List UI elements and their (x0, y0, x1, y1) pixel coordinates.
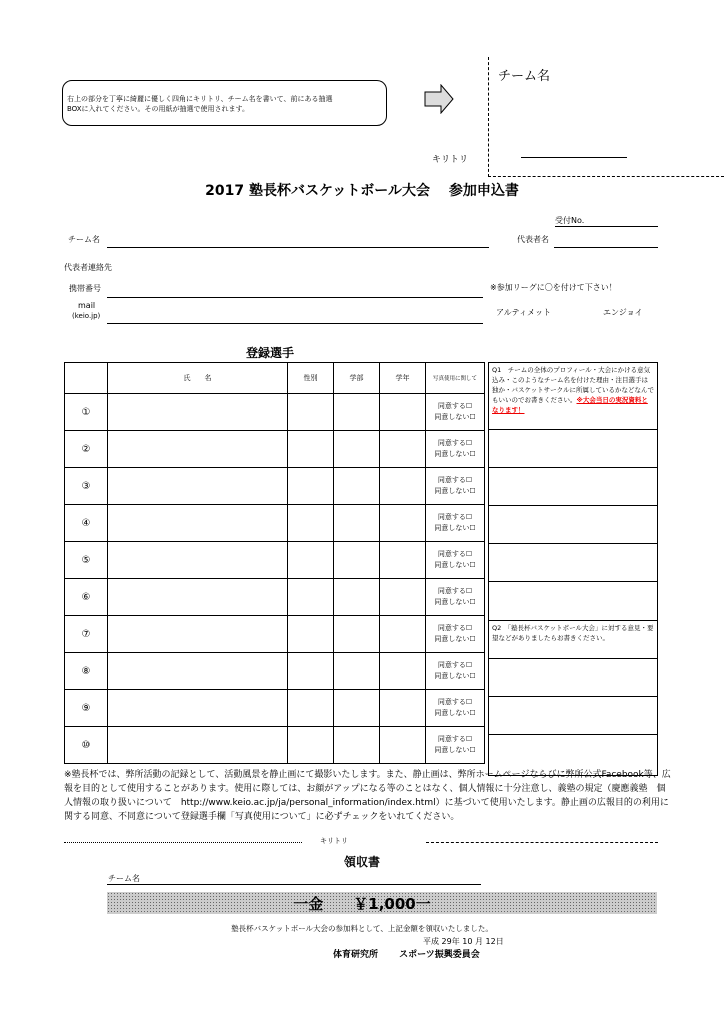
header-gender: 性別 (288, 363, 334, 394)
gender-cell[interactable] (288, 690, 334, 727)
phone-label: 携帯番号 (69, 284, 101, 293)
agree-yes-checkbox[interactable]: 同意する☐ (437, 735, 473, 743)
receipt-team-label: チーム名 (108, 874, 140, 883)
faculty-cell[interactable] (334, 542, 380, 579)
grade-cell[interactable] (380, 542, 426, 579)
agree-no-checkbox[interactable]: 同意しない☐ (434, 672, 476, 680)
cut-line-left (64, 842, 302, 843)
mail-label: mail (78, 301, 96, 310)
phone-field[interactable] (107, 297, 483, 298)
grade-cell[interactable] (380, 579, 426, 616)
gender-cell[interactable] (288, 468, 334, 505)
header-faculty: 学部 (334, 363, 380, 394)
row-number: ⑦ (65, 616, 108, 653)
photo-consent-cell (426, 431, 485, 468)
agree-no-checkbox[interactable]: 同意しない☐ (434, 450, 476, 458)
photo-consent-cell (426, 542, 485, 579)
grade-cell[interactable] (380, 468, 426, 505)
rep-contact-label: 代表者連絡先 (64, 263, 112, 272)
name-cell[interactable] (108, 653, 288, 690)
registration-title: 登録選手 (246, 346, 295, 360)
q1-answer-line[interactable] (489, 430, 658, 468)
faculty-cell[interactable] (334, 690, 380, 727)
q1-answer-line[interactable] (489, 544, 658, 582)
gender-cell[interactable] (288, 616, 334, 653)
kiritori-label: キリトリ (432, 155, 469, 165)
faculty-cell[interactable] (334, 616, 380, 653)
header-photo: 写真使用に関して (426, 363, 485, 394)
gender-cell[interactable] (288, 505, 334, 542)
row-number: ⑤ (65, 542, 108, 579)
photo-consent-cell (426, 394, 485, 431)
table-row (65, 616, 485, 653)
gender-cell[interactable] (288, 431, 334, 468)
table-row (65, 542, 485, 579)
instruction-line-1: 右上の部分を丁寧に綺麗に優しく四角にキリトリ、チーム名を書いて、前にある抽選 (67, 95, 333, 103)
league-enjoy[interactable]: エンジョイ (603, 308, 643, 317)
agree-no-checkbox[interactable]: 同意しない☐ (434, 524, 476, 532)
gender-cell[interactable] (288, 727, 334, 764)
table-row (65, 394, 485, 431)
team-cut-line (521, 157, 627, 158)
name-cell[interactable] (108, 468, 288, 505)
gender-cell[interactable] (288, 653, 334, 690)
faculty-cell[interactable] (334, 505, 380, 542)
grade-cell[interactable] (380, 653, 426, 690)
agree-yes-checkbox[interactable]: 同意する☐ (437, 513, 473, 521)
faculty-cell[interactable] (334, 431, 380, 468)
registration-table (64, 362, 485, 764)
name-cell[interactable] (108, 394, 288, 431)
agree-yes-checkbox[interactable]: 同意する☐ (437, 476, 473, 484)
team-name-label: チーム名 (68, 235, 100, 244)
agree-yes-checkbox[interactable]: 同意する☐ (437, 661, 473, 669)
photo-consent-cell (426, 579, 485, 616)
faculty-cell[interactable] (334, 468, 380, 505)
name-cell[interactable] (108, 616, 288, 653)
league-ultimate[interactable]: アルティメット (496, 308, 552, 317)
grade-cell[interactable] (380, 394, 426, 431)
name-cell[interactable] (108, 505, 288, 542)
q1-prompt (489, 363, 658, 430)
row-number: ③ (65, 468, 108, 505)
header-name: 氏 名 (108, 363, 288, 394)
table-row (65, 505, 485, 542)
q1-text: Q1 チームの全体のプロフィール・大会にかける意気込み・このようなチーム名を付けた理由・注目選手は独か・バスケットサークルに所属しているかなどなんでもいいのでお書きください。 (492, 366, 654, 404)
agree-yes-checkbox[interactable]: 同意する☐ (437, 402, 473, 410)
row-number: ⑥ (65, 579, 108, 616)
row-number: ⑧ (65, 653, 108, 690)
q1-answer-line[interactable] (489, 506, 658, 544)
receipt-team-line[interactable] (107, 884, 481, 885)
faculty-cell[interactable] (334, 727, 380, 764)
table-row (65, 431, 485, 468)
faculty-cell[interactable] (334, 653, 380, 690)
photo-consent-cell (426, 690, 485, 727)
name-cell[interactable] (108, 579, 288, 616)
photo-consent-cell (426, 653, 485, 690)
agree-no-checkbox[interactable]: 同意しない☐ (434, 598, 476, 606)
grade-cell[interactable] (380, 690, 426, 727)
q1-answer-line[interactable] (489, 582, 658, 621)
rep-name-label: 代表者名 (517, 235, 549, 244)
mail-field[interactable] (107, 323, 483, 324)
receipt-no-label: 受付No. (555, 216, 585, 225)
q2-prompt (489, 621, 658, 659)
agree-yes-checkbox[interactable]: 同意する☐ (437, 624, 473, 632)
agree-yes-checkbox[interactable]: 同意する☐ (437, 550, 473, 558)
question-table (488, 362, 658, 776)
footnote: ※塾長杯では、弊所活動の記録として、活動風景を静止画にて撮影いたします。また、静止画は、弊所ホームページならびに弊所公式Facebook等、広報を目的として使用することがあります。使用に際しては、お顔がアップになる等のことはなく、個人情報に十分注意し、義塾の規定（慶應義塾 個人情報の取り扱いについて http://www.keio.ac.jp/ja/personal_information/index.html）に基づいて使用いたします。静止画の広報目的の利用に関する同意、不同意について登録選手欄「写真使用について」に必ずチェックをいれてください。 (64, 770, 671, 822)
agree-yes-checkbox[interactable]: 同意する☐ (437, 439, 473, 447)
photo-consent-cell (426, 616, 485, 653)
agree-no-checkbox[interactable]: 同意しない☐ (434, 487, 476, 495)
header-number (65, 363, 108, 394)
team-cut-label: チーム名 (498, 69, 551, 84)
q2-answer-line[interactable] (489, 659, 658, 697)
agree-yes-checkbox[interactable]: 同意する☐ (437, 698, 473, 706)
mail-sub-label: (keio.jp) (72, 312, 101, 320)
photo-consent-cell (426, 505, 485, 542)
header-grade: 学年 (380, 363, 426, 394)
page-title: 2017 塾長杯バスケットボール大会 参加申込書 (205, 183, 519, 199)
q2-answer-line[interactable] (489, 697, 658, 735)
name-cell[interactable] (108, 727, 288, 764)
faculty-cell[interactable] (334, 394, 380, 431)
photo-consent-cell (426, 727, 485, 764)
q2-text: Q2 「塾長杯バスケットボール大会」に対する意見・要望などがありましたらお書きください。 (492, 624, 654, 642)
row-number: ⑨ (65, 690, 108, 727)
row-number: ① (65, 394, 108, 431)
gender-cell[interactable] (288, 542, 334, 579)
table-row (65, 690, 485, 727)
name-cell[interactable] (108, 690, 288, 727)
receipt-title: 領収書 (343, 855, 380, 869)
table-row (65, 468, 485, 505)
q1-answer-line[interactable] (489, 468, 658, 506)
table-row (65, 579, 485, 616)
faculty-cell[interactable] (334, 579, 380, 616)
instruction-box (62, 80, 387, 126)
amount: 一金 ￥1,000一 (293, 895, 431, 913)
kiritori-label-2: キリトリ (320, 837, 348, 845)
agree-no-checkbox[interactable]: 同意しない☐ (434, 413, 476, 421)
instruction-line-2: BOXに入れてください。その用紙が抽選で使用されます。 (67, 105, 249, 113)
team-name-field[interactable] (107, 247, 489, 248)
agree-no-checkbox[interactable]: 同意しない☐ (434, 635, 476, 643)
receipt-no-line (555, 226, 658, 227)
table-row (65, 653, 485, 690)
issuer: 体育研究所 スポーツ振興委員会 (333, 950, 480, 960)
agree-yes-checkbox[interactable]: 同意する☐ (437, 587, 473, 595)
rep-name-field[interactable] (554, 247, 658, 248)
gender-cell[interactable] (288, 579, 334, 616)
agree-no-checkbox[interactable]: 同意しない☐ (434, 561, 476, 569)
grade-cell[interactable] (380, 616, 426, 653)
row-number: ② (65, 431, 108, 468)
right-arrow-icon (424, 84, 454, 114)
agree-no-checkbox[interactable]: 同意しない☐ (434, 709, 476, 717)
grade-cell[interactable] (380, 431, 426, 468)
grade-cell[interactable] (380, 727, 426, 764)
cut-line-right (426, 842, 658, 843)
receipt-date: 平成 29年 10 月 12日 (423, 937, 504, 946)
name-cell[interactable] (108, 431, 288, 468)
row-number: ④ (65, 505, 108, 542)
table-row (65, 727, 485, 764)
league-note: ※参加リーグに〇を付けて下さい！ (490, 283, 617, 292)
grade-cell[interactable] (380, 505, 426, 542)
q1-red-note: ※大会当日の実況資料となります！ (492, 396, 648, 414)
name-cell[interactable] (108, 542, 288, 579)
agree-no-checkbox[interactable]: 同意しない☐ (434, 746, 476, 754)
gender-cell[interactable] (288, 394, 334, 431)
photo-consent-cell (426, 468, 485, 505)
row-number: ⑩ (65, 727, 108, 764)
receipt-statement: 塾長杯バスケットボール大会の参加料として、上記金額を領収いたしました。 (231, 924, 493, 933)
